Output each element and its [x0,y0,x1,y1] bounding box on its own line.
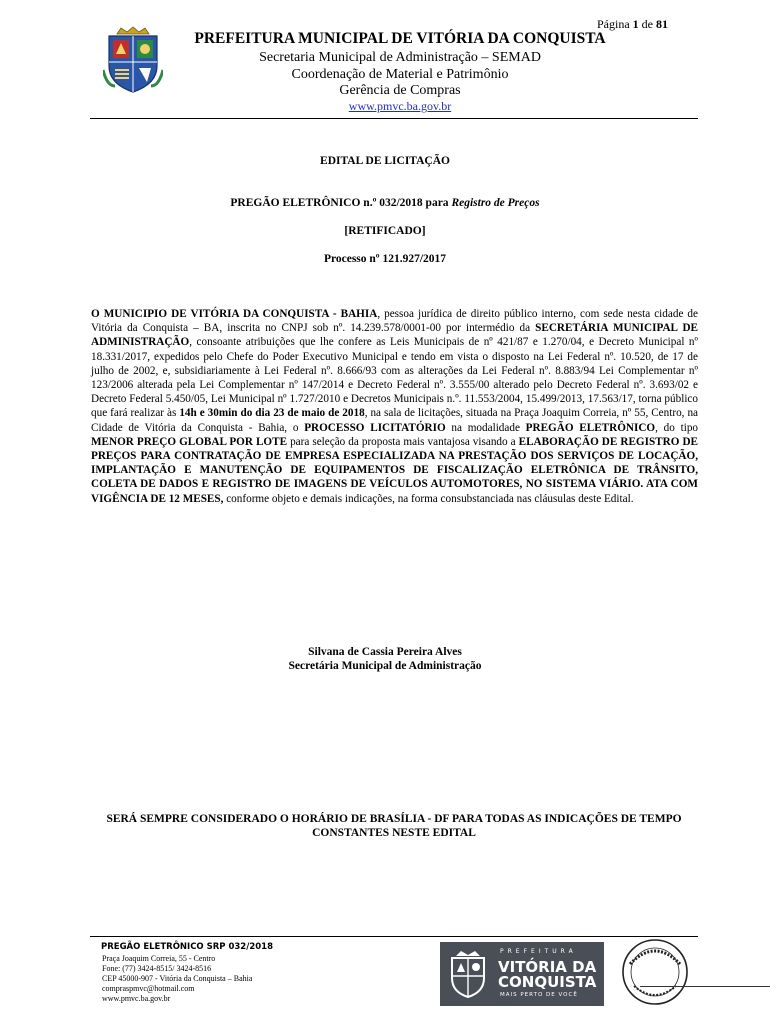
official-stamp-icon [620,938,690,1006]
header-divider [90,118,698,119]
body-text: , do tipo [655,421,699,434]
footer-email: compraspmvc@hotmail.com [102,984,195,993]
edital-title: EDITAL DE LICITAÇÃO [320,155,450,167]
body-text: , na sala de licitações, situada na Praça Joaquim Correia, nº 55, Centro, na Cidade de Vitória da Conquista - Bahia, o [91,407,699,434]
body-strong: MENOR PREÇO GLOBAL POR LOTE [91,435,288,448]
city-logo [440,942,604,1006]
footer-address: Praça Joaquim Correia, 55 - Centro [102,954,216,963]
body-strong: SECRETÁRIA MUNICIPAL DE ADMINISTRAÇÃO [91,322,698,349]
body-text: para seleção da proposta mais vantajosa visando a [287,435,519,448]
pregao-text: PREGÃO ELETRÔNICO n.º 032/2018 para [230,197,449,209]
website-link[interactable]: www.pmvc.ba.gov.br [348,99,452,113]
page-current: 1 [632,17,639,31]
management-name: Gerência de Compras [339,83,461,98]
body-strong: ELABORAÇÃO DE REGISTRO DE PREÇOS PARA CONTRATAÇÃO DE EMPRESA ESPECIALIZADA NA PRESTAÇÃO DOS SERVIÇOS DE LOCAÇÃO, IMPLANTAÇÃO E MANUTENÇÃO DE EQUIPAMENTOS DE FISCALIZAÇÃO ELETRÔNICA DE TRÂNSITO, COLETA DE DADOS E REGISTRO DE IMAGENS DE VEÍCULOS AUTOMOTORES, NO SISTEMA VIÁRIO. ATA COM VIGÊNCIA DE 12 MESES, [91,435,698,505]
timezone-note: SERÁ SEMPRE CONSIDERADO O HORÁRIO DE BRASÍLIA - DF PARA TODAS AS INDICAÇÕES DE TEMPO CONSTANTES NESTE EDITAL [106,813,682,839]
body-strong: 14h e 30min do dia 23 de maio de 2018 [179,407,365,420]
body-paragraph [91,307,698,506]
page-total: 81 [656,17,668,31]
footer-cep: CEP 45000-907 - Vitória da Conquista – Bahia [102,974,253,983]
coat-of-arms-icon [103,26,163,94]
logo-line2: CONQUISTA [498,973,597,991]
signatory-name: Silvana de Cassia Pereira Alves [308,646,462,658]
body-strong: PREGÃO ELETRÔNICO [525,421,656,434]
retificado-label: [RETIFICADO] [344,225,426,237]
processo-number: Processo nº 121.927/2017 [323,253,447,265]
logo-tagline: MAIS PERTO DE VOCÊ [500,992,578,998]
logo-line1: VITÓRIA DA [498,958,597,976]
coat-of-arms-icon [448,950,488,998]
secretariat-name: Secretaria Municipal de Administração – SEMAD [259,50,541,65]
body-text: conforme objeto e demais indicações, na forma consubstanciada nas cláusulas deste Edital. [223,492,634,505]
page-prefix: Página [597,17,630,31]
body-text: , consoante atribuições que lhe confere as Leis Municipais de nº 421/87 e 1.270/04, e Decreto Municipal nº 18.331/2017, expedidos pelo Chefe do Poder Executivo Municipal e tendo em vista o disposto na Lei Federal nº. 10.520, de 17 de julho de 2002, e, subsidiariamente à Lei Federal nº. 8.666/93 com as alterações da Lei Federal nº. 8.883/94 Lei Complementar nº 123/2006 alterada pela Lei Complementar nº 147/2014 e Decreto Federal nº. 3.555/00 alterado pelo Decreto Federal nº. 3.693/02 e Decreto Federal 5.450/05, Lei Municipal nº 1.727/2010 e Decretos Municipais n.º. 11.553/2004, 15.499/2013, 17.563/17, torna público que fará realizar às [91,336,698,420]
logo-top-text: PREFEITURA [500,948,577,955]
footer-phone: Fone: (77) 3424-8515/ 3424-8516 [102,964,212,973]
body-text: , pessoa jurídica de direito público interno, com sede nesta cidade de Vitória da Conquista – BA, inscrita no CNPJ sob nº. 14.239.578/0001-00 por intermédio da [91,308,698,335]
body-text: na modalidade [445,421,526,434]
body-strong: O MUNICIPIO DE VITÓRIA DA CONQUISTA - BAHIA [91,308,378,320]
org-name: PREFEITURA MUNICIPAL DE VITÓRIA DA CONQUISTA [194,30,606,47]
signatory-role: Secretária Municipal de Administração [288,660,482,672]
footer-divider [90,936,698,937]
page-of: de [641,17,653,31]
body-strong: PROCESSO LICITATÓRIO [304,421,446,434]
footer-site: www.pmvc.ba.gov.br [102,994,171,1003]
stamp-signature-line [640,986,770,987]
footer-title: PREGÃO ELETRÔNICO SRP 032/2018 [101,942,273,952]
pregao-title [0,197,770,209]
coordination-name: Coordenação de Material e Patrimônio [291,67,509,82]
pregao-italic: Registro de Preços [451,197,540,209]
